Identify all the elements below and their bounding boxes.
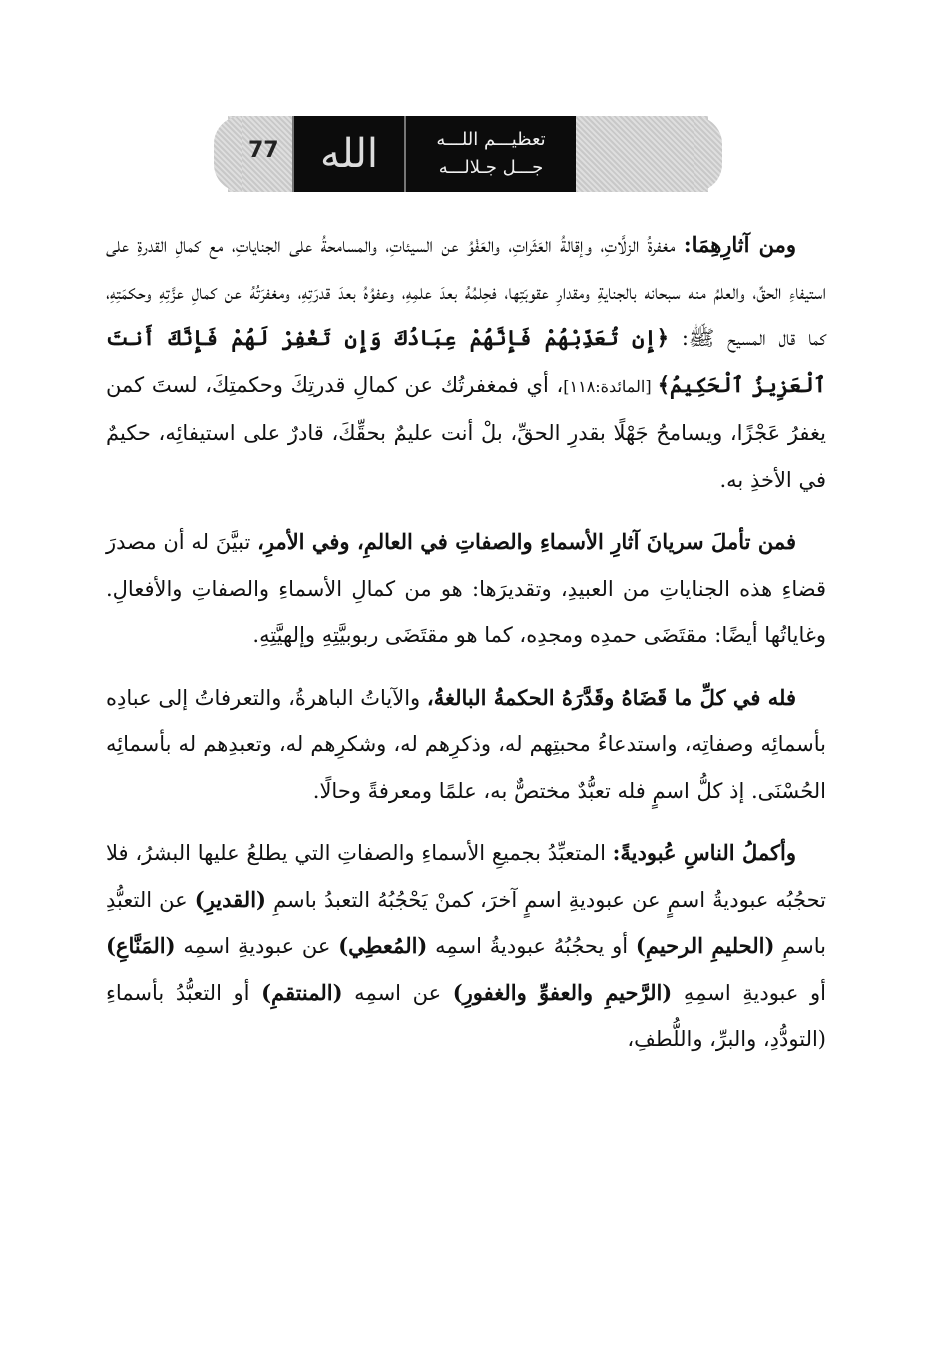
page-header xyxy=(228,116,708,192)
paragraph-text: عن اسمِه xyxy=(342,980,453,1005)
page-body xyxy=(106,222,826,1079)
paragraph-1 xyxy=(106,222,826,503)
paragraph-lead: فله في كلِّ ما قَضَاهُ وقَدَّرَهُ الحكمةُ البالغةُ، xyxy=(426,684,796,710)
paragraph-2 xyxy=(106,519,826,659)
paragraph-4 xyxy=(106,830,826,1063)
paragraph-text: عن عبوديةِ اسمِه xyxy=(175,934,339,958)
calligraphy-logo xyxy=(292,116,406,192)
paragraph-text: مغفرةُ الزلَّاتِ، وإقالةُ العَثَراتِ، والعَفْوُ عن السيئاتِ، والمسامحةُ على الجناياتِ، مع كمالِ القدرةِ على استيفاءِ الحقِّ، والعلمُ منه سبحانه بالجنايةِ ومقدارِ عقوبَتِها، فحِلمُهُ بعدَ علمِهِ، وعفوُهُ بعدَ قدرَتِهِ، ومغفرَتُهُ عن كمالِ عزَّتِهِ وحكمَتِهِ، كما قال المسيح ﷺ: xyxy=(106,233,826,350)
logo-text: الله xyxy=(320,131,378,177)
paragraph-text: أو يحجُبُهُ عبوديةُ اسمِه xyxy=(427,934,636,958)
paragraph-text: أو التعبُّدُ بأسماءِ (التودُّدِ، والبرِّ، واللُّطفِ، xyxy=(106,980,826,1051)
header-pattern xyxy=(576,116,708,192)
verse-reference: [المائدة:١١٨] xyxy=(563,376,658,396)
divine-name: (المَنَّاعِ) xyxy=(106,933,176,958)
divine-name: (الرَّحيمِ والعفوِّ والغفورِ) xyxy=(452,979,673,1005)
paragraph-text: والآياتُ الباهرةُ، والتعرفاتُ إلى عبادِه بأسمائِه وصفاتِه، واستدعاءُ محبتِهم له، وذكرِهم له، وشكرِهم له، وتعبدِهم له بأسمائِه الحُسْنَى. إذ كلُّ اسمٍ فله تعبُّدٌ مختصٌّ به، علمًا ومعرفةً وحالًا. xyxy=(106,685,826,803)
paragraph-text: عن التعبُّدِ باسمِ xyxy=(106,887,827,958)
running-title-line2: جـــل جـلالـــه xyxy=(438,157,544,178)
page-number-box xyxy=(228,116,292,192)
page-number: 77 xyxy=(248,138,279,163)
paragraph-text: تبيَّنَ له أن مصدرَ قضاءِ هذه الجناياتِ من العبيدِ، وتقديرَها: هو من كمالِ الأسماءِ والصفاتِ والأفعالِ. وغاياتُها أيضًا: مقتَضَى حمدِه ومجدِه، كما هو مقتَضَى ربوبيَّتِهِ وإلهيَّتِهِ. xyxy=(106,530,826,647)
running-title-line1: تعظيـــم اللـــه xyxy=(436,129,546,150)
divine-name: (المُعطِي) xyxy=(338,933,428,958)
running-title xyxy=(406,116,576,192)
paragraph-text: المتعبِّدُ بجميعِ الأسماءِ والصفاتِ التي يطلعُ عليها البشرُ، فلا تحجُبُه عبوديةُ اسمٍ عن عبوديةِ اسمٍ آخرَ، كمنْ يَحْجُبُهُ التعبدُ باسمِ xyxy=(106,841,826,912)
divine-name: (الحليمِ الرحيمِ) xyxy=(635,933,775,958)
paragraph-text: ، أي فمغفرتُك عن كمالِ قدرتِكَ وحكمتِكَ، لستَ كمن يغفرُ عَجْزًا، ويسامحُ جَهْلًا بقدرِ الحقِّ، بلْ أنت عليمٌ بحقِّكَ، قادرٌ على استيفائِه، حكيمٌ في الأخذِ به. xyxy=(106,372,826,492)
divine-name: (القديرِ) xyxy=(194,886,266,912)
paragraph-3 xyxy=(106,675,826,815)
paragraph-lead: ومن آثارِهِمَا: xyxy=(683,232,796,257)
quran-verse: ﴿إِن تُعَذِّبْهُمْ فَإِنَّهُمْ عِبَادُكَ وَإِن تَغْفِرْ لَهُمْ فَإِنَّكَ أَنتَ ٱلْعَزِيزُ ٱلْحَكِيمُ﴾ xyxy=(106,325,826,397)
paragraph-lead: وأكملُ الناسِ عُبوديةً: xyxy=(612,840,796,865)
paragraph-lead: فمن تأملَ سريانَ آثارِ الأسماءِ والصفاتِ في العالمِ، وفي الأمرِ، xyxy=(257,529,797,554)
paragraph-text: أو عبوديةِ اسمِهِ xyxy=(672,980,826,1005)
divine-name: (المنتقمِ) xyxy=(261,979,343,1005)
